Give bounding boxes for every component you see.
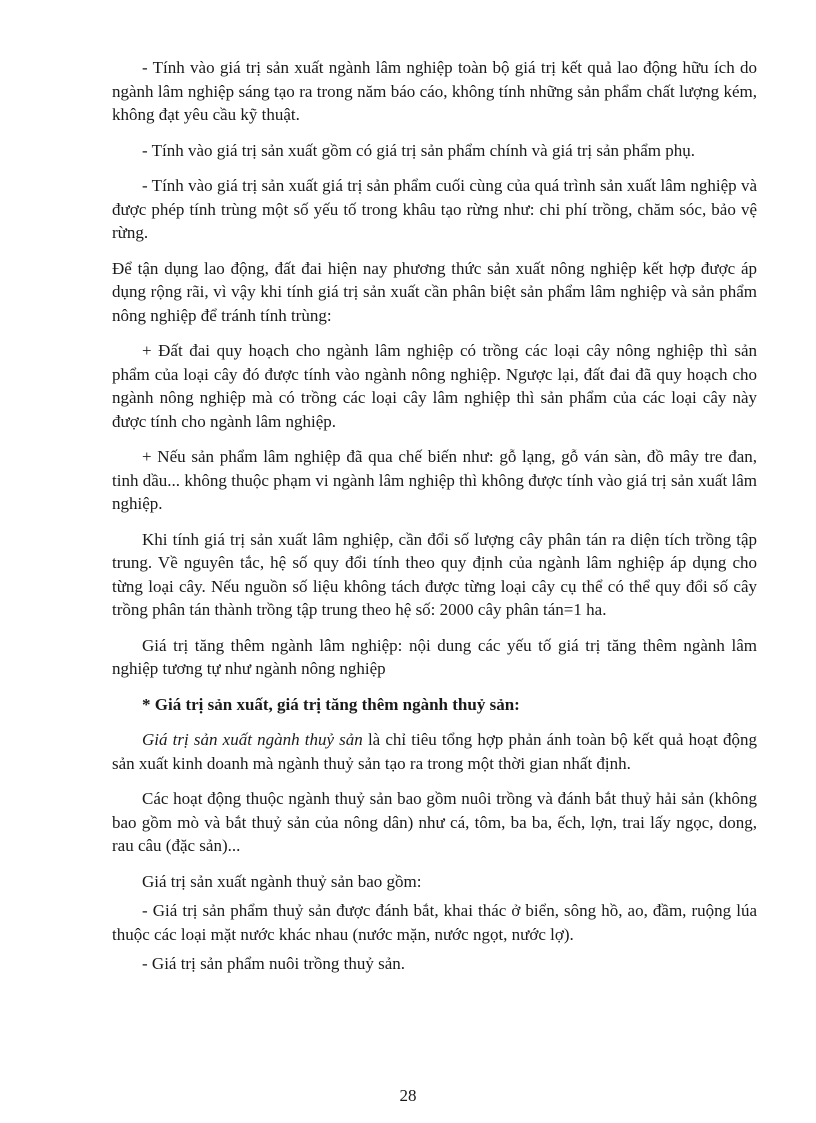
paragraph-fisheries-definition [112,728,757,775]
paragraph-main-and-by-products: - Tính vào giá trị sản xuất gồm có giá trị sản phẩm chính và giá trị sản phẩm phụ. [142,140,696,160]
paragraph-scattered-trees-conversion: Khi tính giá trị sản xuất lâm nghiệp, cần đổi số lượng cây phân tán ra diện tích trồng tập trung. Về nguyên tắc, hệ số quy đổi tính theo quy định của ngành lâm nghiệp áp dụng cho từng loại cây. Nếu nguồn số liệu không tách được từng loại cây cụ thể có thể quy đổi số cây trồng phân tán thành trồng tập trung theo hệ số: 2000 cây phân tán=1 ha. [112,529,757,619]
section-heading-fisheries: * Giá trị sản xuất, giá trị tăng thêm ngành thuỷ sản: [142,694,520,714]
fisheries-definition-text: là chỉ tiêu tổng hợp phản ánh toàn bộ kết quả hoạt động sản xuất kinh doanh mà ngành thuỷ sản tạo ra trong một thời gian nhất định. [112,730,757,773]
paragraph-forestry-value-scope: - Tính vào giá trị sản xuất ngành lâm nghiệp toàn bộ giá trị kết quả lao động hữu ích do ngành lâm nghiệp sáng tạo ra trong năm báo cáo, không tính những sản phẩm chất lượng kém, không đạt yêu cầu kỹ thuật. [112,58,757,124]
paragraph-final-products: - Tính vào giá trị sản xuất giá trị sản phẩm cuối cùng của quá trình sản xuất lâm nghiệp và được phép tính trùng một số yếu tố trong khâu tạo rừng như: chi phí trồng, chăm sóc, bảo vệ rừng. [112,176,757,242]
document-page [112,56,757,988]
paragraph-fisheries-includes: Giá trị sản xuất ngành thuỷ sản bao gồm: [142,871,422,891]
paragraph-forestry-value-added: Giá trị tăng thêm ngành lâm nghiệp: nội dung các yếu tố giá trị tăng thêm ngành lâm nghiệp tương tự như ngành nông nghiệp [112,635,757,678]
list-item-aquaculture-value: - Giá trị sản phẩm nuôi trồng thuỷ sản. [142,954,405,973]
paragraph-processed-products: + Nếu sản phẩm lâm nghiệp đã qua chế biến như: gỗ lạng, gỗ ván sàn, đồ mây tre đan, tinh dầu... không thuộc phạm vi ngành lâm nghiệp thì không được tính vào giá trị sản xuất lâm nghiệp. [112,447,757,513]
paragraph-avoid-double-counting: Để tận dụng lao động, đất đai hiện nay phương thức sản xuất nông nghiệp kết hợp được áp dụng rộng rãi, vì vậy khi tính giá trị sản xuất cần phân biệt sản phẩm lâm nghiệp và sản phẩm nông nghiệp để tránh tính trùng: [112,258,757,325]
fisheries-term: Giá trị sản xuất ngành thuỷ sản [142,730,363,749]
page-number: 28 [399,1086,417,1105]
list-item-catch-value: - Giá trị sản phẩm thuỷ sản được đánh bắt, khai thác ở biển, sông hồ, ao, đầm, ruộng lúa thuộc các loại mặt nước khác nhau (nước mặn, nước ngọt, nước lợ). [112,901,757,944]
paragraph-land-planning: + Đất đai quy hoạch cho ngành lâm nghiệp có trồng các loại cây nông nghiệp thì sản phẩm của loại cây đó được tính vào ngành nông nghiệp. Ngược lại, đất đai đã quy hoạch cho ngành nông nghiệp mà có trồng các loại cây lâm nghiệp thì sản phẩm của các loại cây này được tính cho ngành lâm nghiệp. [112,341,757,431]
paragraph-fisheries-activities: Các hoạt động thuộc ngành thuỷ sản bao gồm nuôi trồng và đánh bắt thuỷ hải sản (không bao gồm mò và bắt thuỷ sản của nông dân) như cá, tôm, ba ba, ếch, lợn, trai lấy ngọc, dong, rau câu (đặc sản)... [112,789,757,855]
